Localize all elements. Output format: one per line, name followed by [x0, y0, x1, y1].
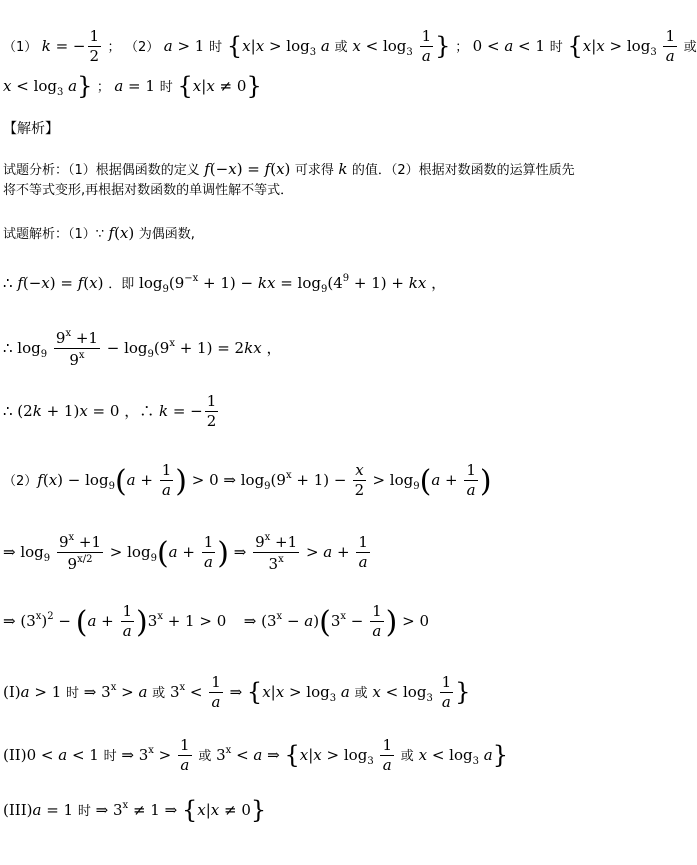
solution-intro: 试题解析：（1）∵ f(x) 为偶函数, [3, 224, 195, 242]
answer-part1-label: （1） [3, 39, 38, 55]
solution-case-1: (I)a > 1 时 ⇒ $3^x > a$ 或 $3^x$ < $\frac{1}{a}$ ⇒ {$x|x > \log_3 a$ 或 $x < \log_3$ $\frac{1}{a}$ } [3, 673, 471, 712]
answer-line-1: （1） k = − $\frac{1}{2}$ ； （2） a > 1 时 {$x|x > \log_3 a$ 或 $x < \log_3$ $\frac{1}{a}$ } ； 0 < a < 1 时 {$x|x > \log_3$ $\frac{1}{a}$ 或 [3, 27, 697, 66]
solution-step-5: ⇒ $\log_9$ $\frac{9^x +1}{9^{x/2}}$ > $\log_9(a$ + $\frac{1}{a}$ ) ⇒ $\frac{9^x +1}{3^x}$ > a + $\frac{1}{a}$ [3, 532, 368, 574]
analysis-heading: 【解析】 [3, 121, 59, 137]
answer-case-a-gt1: a > 1 时 {$x|x > \log_3 a$ 或 $x < \log_3$ $\frac{1}{a}$ } [163, 27, 451, 66]
answer-case-a-lt1-end: $x < \log_3 a$} [3, 72, 93, 100]
answer-sep: ； [107, 39, 121, 55]
solution-step-2: ∴ $\log_9$ $\frac{9^x +1}{9^x}$ − $\log_9(9^x + 1) = 2kx$ ， [3, 328, 282, 370]
solution-step-3: ∴ (2k + 1)x = 0 ，∴ k = − $\frac{1}{2}$ [3, 392, 217, 431]
solution-intro-expr: f(x) [108, 224, 135, 242]
answer-line-2: $x < \log_3 a$} ； a = 1 时 {x|x ≠ 0} [3, 72, 262, 100]
answer-case-a-lt1: 0 < a < 1 时 {$x|x > \log_3$ $\frac{1}{a}$ 或 [472, 27, 697, 66]
solution-case-2: (II)0 < a < 1 时 ⇒ $3^x$ > $\frac{1}{a}$ 或 $3^x < a$ ⇒ {$x|x > \log_3$ $\frac{1}{a}$ 或 $x < \log_3 a$} [3, 736, 508, 775]
solution-step-6: ⇒ $(3^x)^2 - (a$ + $\frac{1}{a}$ )$3^x + 1 > 0$ ⇒ $(3^x - a)(3^x$ − $\frac{1}{a}$ ) > 0 [3, 602, 430, 641]
solution-step-4: $(2)f(x) - \log_9(a$ + $\frac{1}{a}$ ) > 0 ⇒ $\log_9(9^x + 1)$ − $\frac{x}{2}$ > $\log_9(a$ + $\frac{1}{a}$ ) [3, 461, 492, 500]
answer-part1-expr: k = − $\frac{1}{2}$ [41, 27, 100, 66]
analysis-expr: f(−x) = f(x) [204, 160, 291, 178]
answer-case-a-eq1: a = 1 时 {x|x ≠ 0} [114, 72, 262, 100]
answer-part2-label: （2） [124, 39, 160, 55]
analysis-line-2: 将不等式变形,再根据对数函数的单调性解不等式． [3, 183, 294, 198]
analysis-line-1: 试题分析：（1）根据偶函数的定义 f(−x) = f(x) 可求得 k 的值．（2）根据对数函数的运算性质先 [3, 160, 575, 178]
solution-case-3: (III)a = 1 时 ⇒ $3^x \ne 1$ ⇒ {x|x ≠ 0} [3, 796, 267, 824]
solution-step-1: ∴ f(−x) = f(x) ．即 $\log_9(9^{-x} + 1)$ − kx = $\log_9(4^9 + 1)$ + kx ， [3, 273, 447, 295]
